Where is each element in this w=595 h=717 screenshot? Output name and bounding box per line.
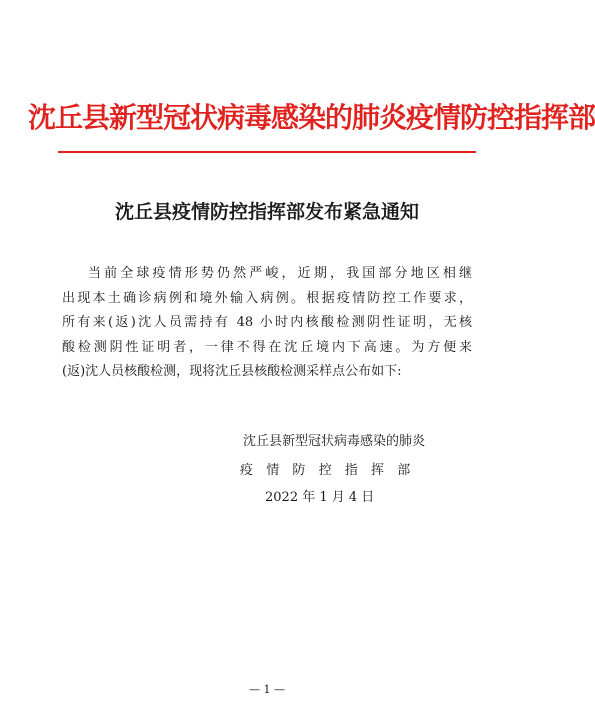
- red-separator-line: [58, 151, 476, 153]
- body-line-1: 当前全球疫情形势仍然严峻，近期，我国部分地区相继: [88, 266, 472, 281]
- body-line-4: 酸检测阴性证明者，一律不得在沈丘境内下高速。为方便来: [62, 339, 472, 355]
- page-number: — 1 —: [249, 683, 285, 696]
- signature-date: 2022 年 1 月 4 日: [265, 490, 375, 505]
- body-line-2: 出现本土确诊病例和境外输入病例。根据疫情防控工作要求，: [62, 290, 472, 306]
- body-line-3: 所有来(返)沈人员需持有 48 小时内核酸检测阴性证明，无核: [62, 315, 472, 331]
- body-line-5: (返)沈人员核酸检测，现将沈丘县核酸检测采样点公布如下:: [62, 364, 402, 380]
- signature-department: 疫情防控指挥部: [240, 463, 424, 478]
- notice-body: [62, 262, 472, 385]
- notice-title: 沈丘县疫情防控指挥部发布紧急通知: [114, 201, 419, 223]
- issuing-organization-header: 沈丘县新型冠状病毒感染的肺炎疫情防控指挥部: [28, 101, 595, 134]
- signature-organization: 沈丘县新型冠状病毒感染的肺炎: [243, 434, 426, 449]
